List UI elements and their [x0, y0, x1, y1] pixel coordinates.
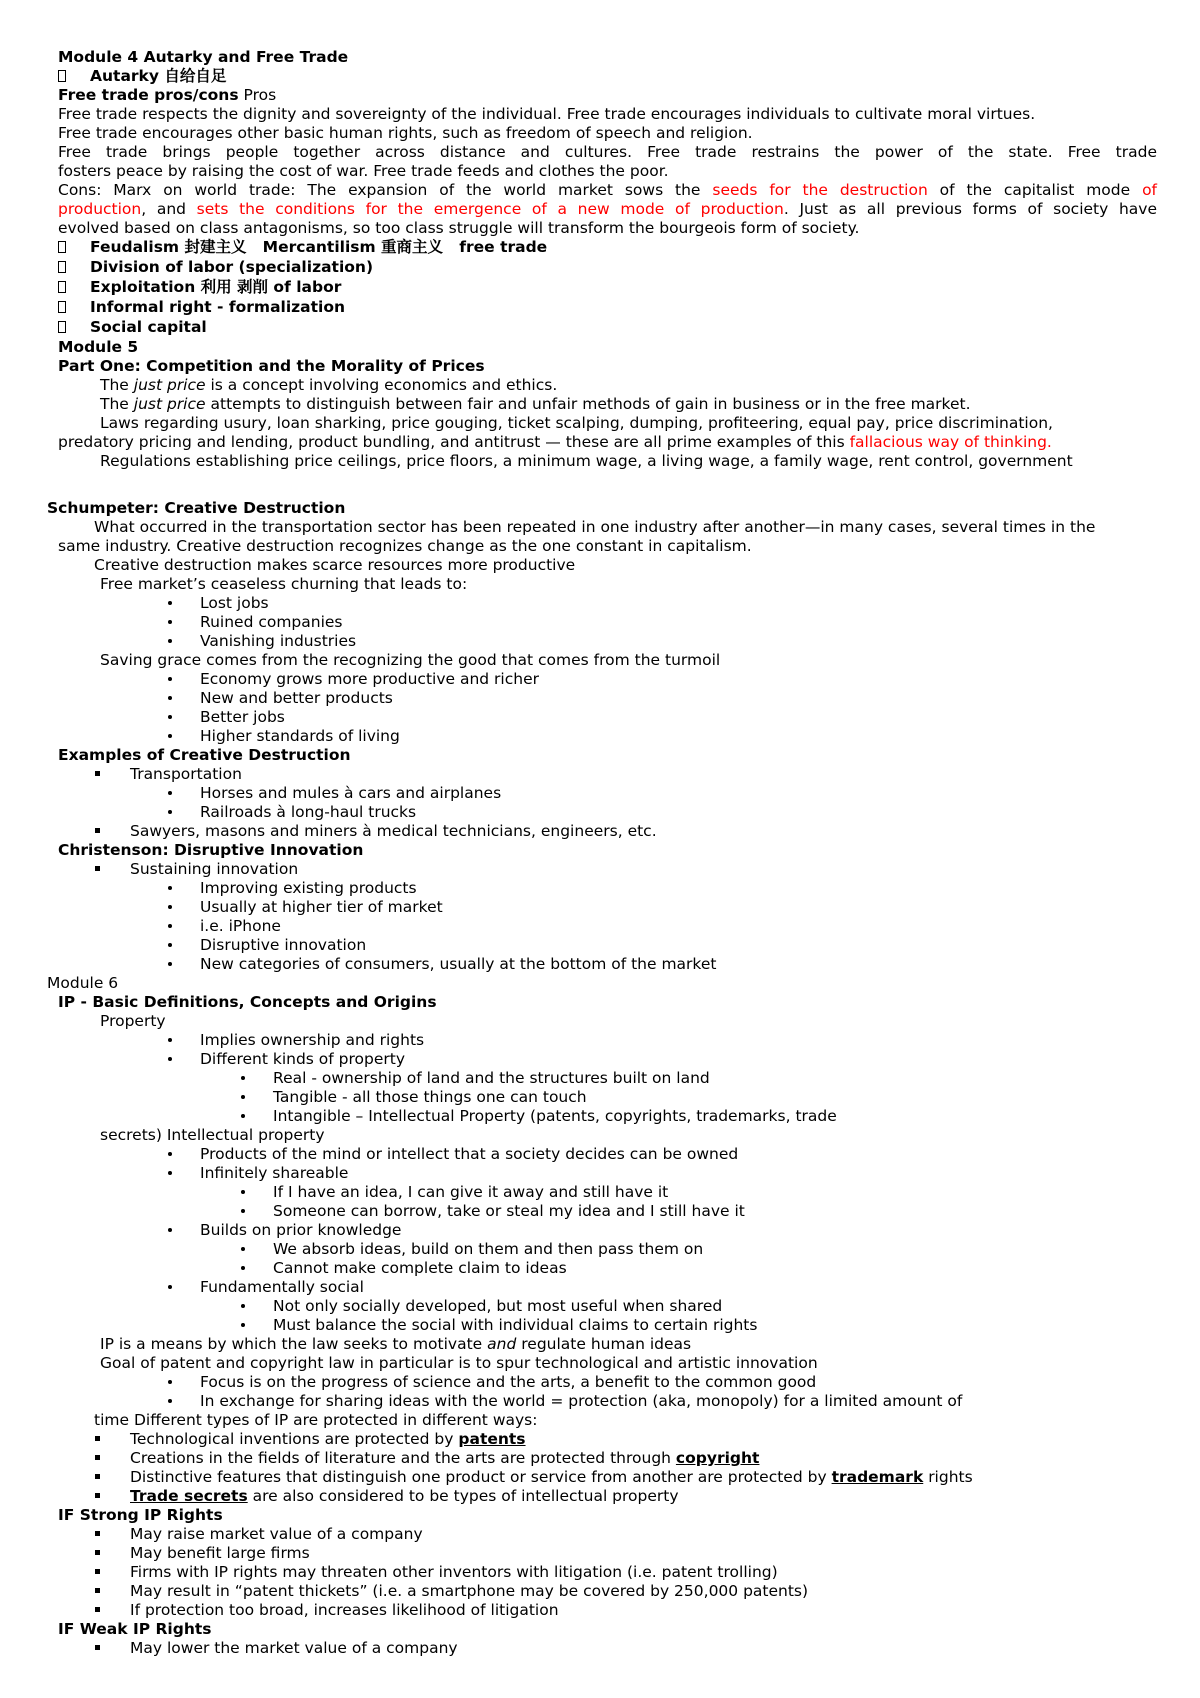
list-item: Infinitely shareable [168, 1164, 348, 1183]
square-bullet-icon [95, 1474, 100, 1479]
square-bullet-icon [95, 1493, 100, 1498]
bullet-icon [168, 1038, 172, 1042]
strong-ip-heading: IF Strong IP Rights [58, 1506, 223, 1524]
pros-cons-heading: Free trade pros/cons Pros [58, 86, 277, 104]
text-line: Regulations establishing price ceilings, price floors, a minimum wage, a living wage, a family wage, rent control, government [100, 452, 1073, 470]
bullet-icon [168, 810, 172, 814]
text-line: fosters peace by raising the cost of war. Free trade feeds and clothes the poor. [58, 162, 669, 180]
bullet-icon [168, 696, 172, 700]
text-line: Creative destruction makes scarce resources more productive [94, 556, 576, 574]
text-line: secrets) Intellectual property [100, 1126, 325, 1144]
square-bullet-icon [95, 1455, 100, 1460]
square-bullet-icon [95, 1569, 100, 1574]
list-item: Fundamentally social [168, 1278, 364, 1297]
list-item: Lost jobs [168, 594, 269, 613]
box-bullet-icon [58, 241, 66, 253]
list-item: New categories of consumers, usually at the bottom of the market [168, 955, 716, 974]
list-item: May lower the market value of a company [95, 1639, 458, 1658]
text-line: evolved based on class antagonisms, so too class struggle will transform the bourgeois form of society. [58, 219, 860, 237]
list-item: May benefit large firms [95, 1544, 310, 1563]
box-bullet-icon [58, 70, 66, 82]
bullet-icon [168, 715, 172, 719]
text-line: IP is a means by which the law seeks to motivate and regulate human ideas [100, 1335, 692, 1353]
bullet-icon [168, 886, 172, 890]
text-line: Free trade brings people together across distance and cultures. Free trade restrains the power of the state. Free trade [58, 143, 1157, 161]
module5-title: Module 5 [58, 338, 139, 356]
box-bullet-icon [58, 261, 66, 273]
list-item: Products of the mind or intellect that a society decides can be owned [168, 1145, 738, 1164]
text-line: The just price attempts to distinguish between fair and unfair methods of gain in business or in the free market. [100, 395, 971, 413]
list-item: May result in “patent thickets” (i.e. a smartphone may be covered by 250,000 patents) [95, 1582, 808, 1601]
module6-title: Module 6 [47, 974, 119, 992]
schumpeter-heading: Schumpeter: Creative Destruction [47, 499, 346, 517]
bullet-icon [168, 1152, 172, 1156]
square-bullet-icon [95, 1607, 100, 1612]
square-bullet-icon [95, 771, 100, 776]
christenson-heading: Christenson: Disruptive Innovation [58, 841, 364, 859]
text-line: Goal of patent and copyright law in particular is to spur technological and artistic innovation [100, 1354, 818, 1372]
bullet-icon [241, 1114, 245, 1118]
list-item: Sawyers, masons and miners à medical technicians, engineers, etc. [95, 822, 657, 841]
list-item: Economy grows more productive and richer [168, 670, 539, 689]
bullet-icon [168, 924, 172, 928]
text-line: predatory pricing and lending, product bundling, and antitrust — these are all prime examples of this fallacious way of thinking. [58, 433, 1052, 451]
list-item: Disruptive innovation [168, 936, 366, 955]
text-line: What occurred in the transportation sector has been repeated in one industry after another—in many cases, several times in the [94, 518, 1096, 536]
bullet-icon [168, 1228, 172, 1232]
bullet-icon [168, 1171, 172, 1175]
list-item: i.e. iPhone [168, 917, 281, 936]
bullet-icon [168, 734, 172, 738]
list-item: Real - ownership of land and the structures built on land [241, 1069, 710, 1088]
list-item: Intangible – Intellectual Property (patents, copyrights, trademarks, trade [241, 1107, 837, 1126]
autarky-item: Autarky 自给自足 [58, 67, 226, 86]
square-bullet-icon [95, 1436, 100, 1441]
list-item: Creations in the fields of literature and the arts are protected through copyright [95, 1449, 759, 1468]
list-item: Vanishing industries [168, 632, 356, 651]
list-item: Must balance the social with individual claims to certain rights [241, 1316, 757, 1335]
bullet-icon [168, 1380, 172, 1384]
list-item: May raise market value of a company [95, 1525, 423, 1544]
list-item: Higher standards of living [168, 727, 400, 746]
bullet-icon [241, 1247, 245, 1251]
list-item: Not only socially developed, but most useful when shared [241, 1297, 722, 1316]
text-line: Free market’s ceaseless churning that leads to: [100, 575, 468, 593]
bullet-icon [168, 620, 172, 624]
bullet-icon [168, 1399, 172, 1403]
bullet-icon [168, 943, 172, 947]
square-bullet-icon [95, 1588, 100, 1593]
list-item: Tangible - all those things one can touch [241, 1088, 587, 1107]
bullet-icon [168, 677, 172, 681]
bullet-icon [168, 962, 172, 966]
list-item: We absorb ideas, build on them and then pass them on [241, 1240, 703, 1259]
box-bullet-icon [58, 301, 66, 313]
list-item: Distinctive features that distinguish one product or service from another are protected by trademark rights [95, 1468, 973, 1487]
list-item: Cannot make complete claim to ideas [241, 1259, 567, 1278]
social-capital-item: Social capital [58, 318, 207, 337]
text-line: The just price is a concept involving economics and ethics. [100, 376, 558, 394]
square-bullet-icon [95, 1531, 100, 1536]
text-line: Free trade encourages other basic human rights, such as freedom of speech and religion. [58, 124, 753, 142]
text-line: time Different types of IP are protected in different ways: [94, 1411, 538, 1429]
list-item: Usually at higher tier of market [168, 898, 443, 917]
bullet-icon [168, 601, 172, 605]
text-line: Saving grace comes from the recognizing the good that comes from the turmoil [100, 651, 721, 669]
feudalism-item: Feudalism 封建主义 Mercantilism 重商主义 free trade [58, 238, 547, 257]
bullet-icon [241, 1190, 245, 1194]
text-line: Property [100, 1012, 166, 1030]
square-bullet-icon [95, 1645, 100, 1650]
list-item: Someone can borrow, take or steal my idea and I still have it [241, 1202, 745, 1221]
informal-item: Informal right - formalization [58, 298, 345, 317]
bullet-icon [168, 639, 172, 643]
bullet-icon [241, 1304, 245, 1308]
list-item: Builds on prior knowledge [168, 1221, 401, 1240]
module4-title: Module 4 Autarky and Free Trade [58, 48, 349, 66]
list-item: Sustaining innovation [95, 860, 298, 879]
bullet-icon [168, 905, 172, 909]
bullet-icon [168, 1285, 172, 1289]
list-item: In exchange for sharing ideas with the world = protection (aka, monopoly) for a limited amount of [168, 1392, 962, 1411]
list-item: Ruined companies [168, 613, 343, 632]
text-line: Laws regarding usury, loan sharking, price gouging, ticket scalping, dumping, profiteering, equal pay, price discrimination, [100, 414, 1053, 432]
cons-line: production, and sets the conditions for the emergence of a new mode of production. Just as all previous forms of society have [58, 200, 1157, 218]
list-item: Implies ownership and rights [168, 1031, 424, 1050]
square-bullet-icon [95, 866, 100, 871]
list-item: Trade secrets are also considered to be types of intellectual property [95, 1487, 679, 1506]
bullet-icon [241, 1323, 245, 1327]
list-item: Horses and mules à cars and airplanes [168, 784, 501, 803]
part-one-heading: Part One: Competition and the Morality of Prices [58, 357, 485, 375]
bullet-icon [241, 1266, 245, 1270]
list-item: Better jobs [168, 708, 285, 727]
square-bullet-icon [95, 828, 100, 833]
ip-heading: IP - Basic Definitions, Concepts and Origins [58, 993, 437, 1011]
list-item: Railroads à long-haul trucks [168, 803, 416, 822]
weak-ip-heading: IF Weak IP Rights [58, 1620, 212, 1638]
list-item: Technological inventions are protected by patents [95, 1430, 526, 1449]
division-item: Division of labor (specialization) [58, 258, 373, 277]
list-item: New and better products [168, 689, 393, 708]
list-item: Different kinds of property [168, 1050, 405, 1069]
box-bullet-icon [58, 281, 66, 293]
bullet-icon [168, 1057, 172, 1061]
list-item: Transportation [95, 765, 242, 784]
list-item: Focus is on the progress of science and the arts, a benefit to the common good [168, 1373, 816, 1392]
bullet-icon [241, 1076, 245, 1080]
box-bullet-icon [58, 321, 66, 333]
bullet-icon [168, 791, 172, 795]
list-item: If protection too broad, increases likelihood of litigation [95, 1601, 559, 1620]
examples-heading: Examples of Creative Destruction [58, 746, 351, 764]
list-item: Firms with IP rights may threaten other inventors with litigation (i.e. patent trolling) [95, 1563, 778, 1582]
text-line: Free trade respects the dignity and sovereignty of the individual. Free trade encourages individuals to cultivate moral virtues. [58, 105, 1036, 123]
bullet-icon [241, 1209, 245, 1213]
exploitation-item: Exploitation 利用 剥削 of labor [58, 278, 341, 297]
cons-line: Cons: Marx on world trade: The expansion of the world market sows the seeds for the destruction of the capitalist mode of [58, 181, 1158, 199]
text-line: same industry. Creative destruction recognizes change as the one constant in capitalism. [58, 537, 752, 555]
list-item: Improving existing products [168, 879, 417, 898]
bullet-icon [241, 1095, 245, 1099]
square-bullet-icon [95, 1550, 100, 1555]
list-item: If I have an idea, I can give it away and still have it [241, 1183, 668, 1202]
